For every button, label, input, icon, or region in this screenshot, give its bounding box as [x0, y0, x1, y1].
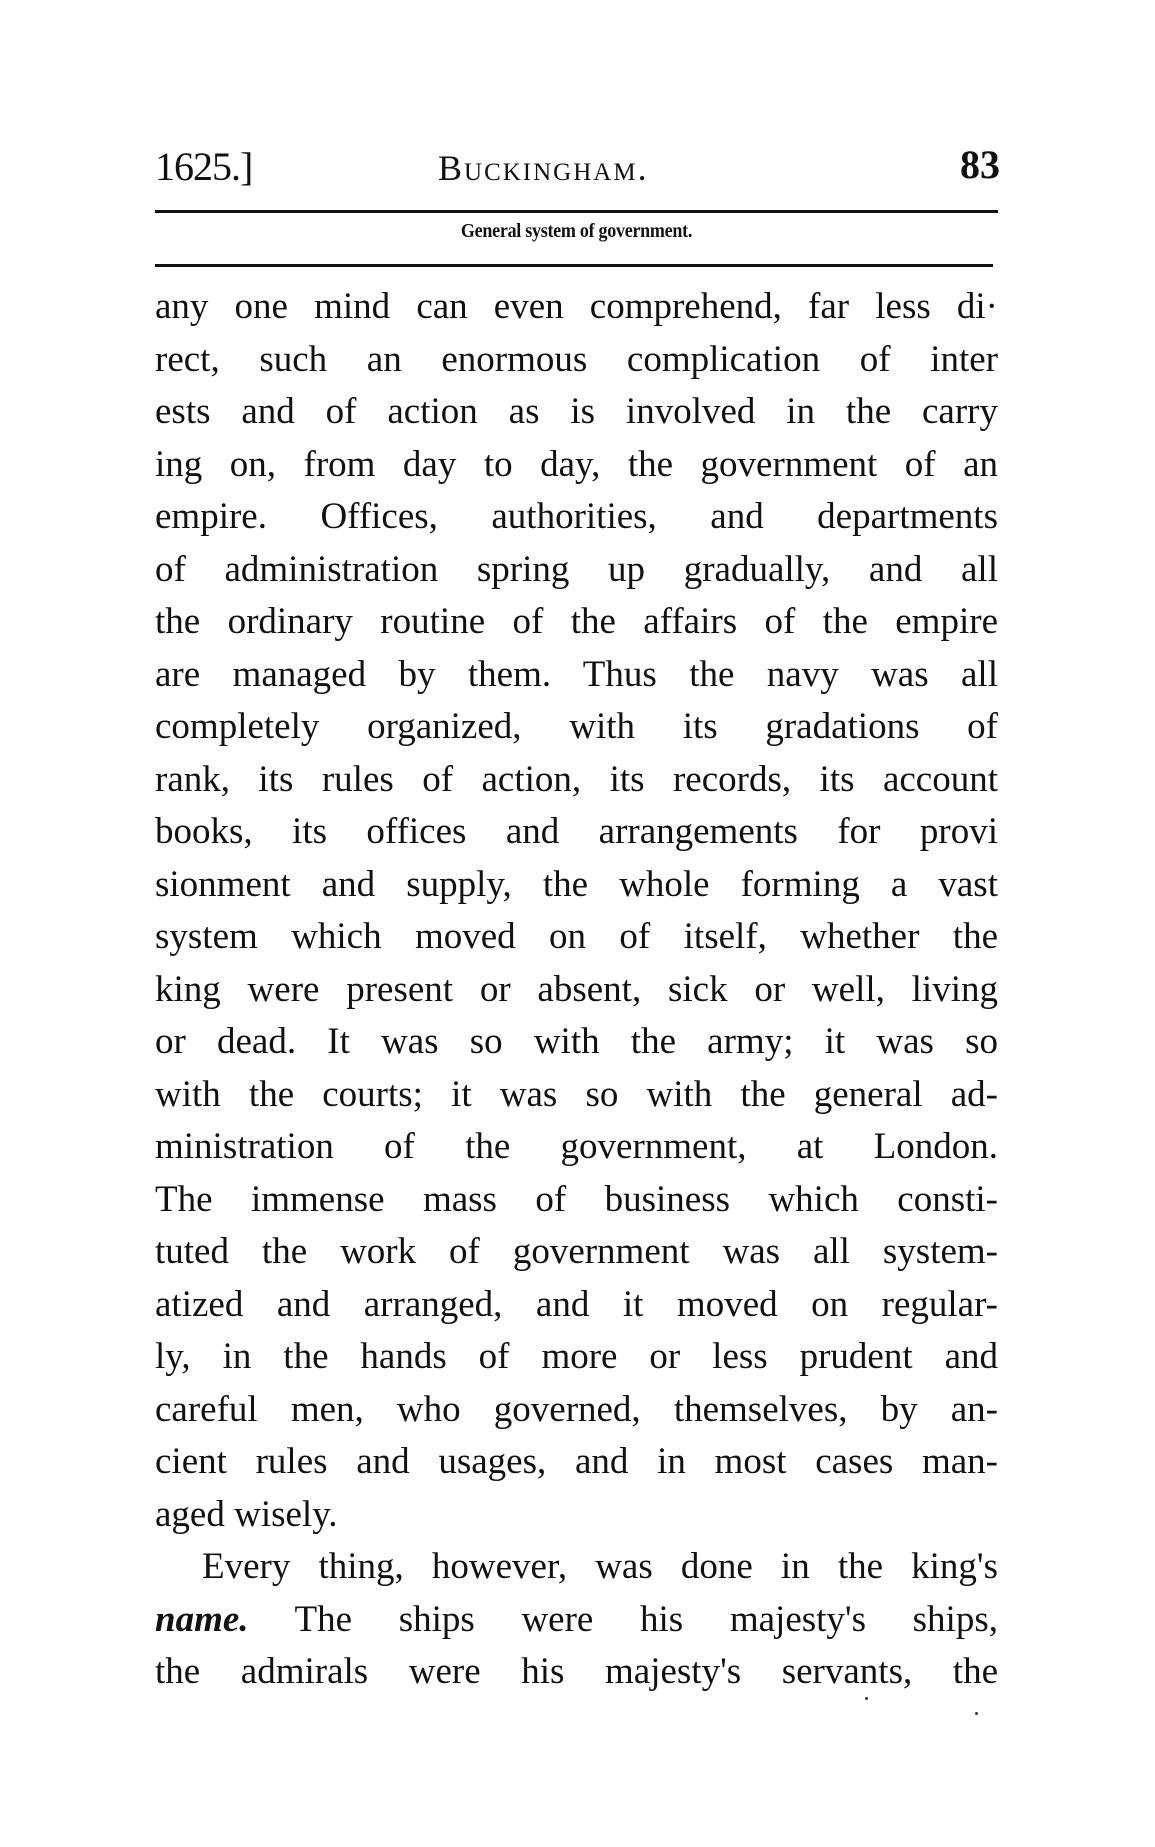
text-line: the ordinary routine of the affairs of the empire: [155, 601, 998, 642]
text-line: atized and arranged, and it moved on regular-: [155, 1283, 998, 1325]
text-line: rect, such an enormous complication of inter: [155, 338, 998, 380]
header-rule-top: [155, 210, 998, 213]
body-text: [155, 281, 998, 1699]
scan-speck: [865, 1697, 868, 1700]
text-line-with-italic: [155, 1594, 998, 1647]
running-header: [155, 140, 1000, 190]
text-line: sionment and supply, the whole forming a vast: [155, 863, 998, 905]
header-title: Buckingham.: [438, 148, 649, 188]
header-date: 1625.]: [155, 144, 253, 189]
header-rule-bottom: [155, 264, 993, 267]
text-line: are managed by them. Thus the navy was all: [155, 653, 998, 695]
text-line: system which moved on of itself, whether the: [155, 916, 998, 957]
text-line: king were present or absent, sick or well, living: [155, 968, 998, 1010]
text-line: ests and of action as is involved in the carry: [155, 391, 998, 432]
page-number: 83: [960, 142, 1000, 187]
text-line: ly, in the hands of more or less prudent and: [155, 1336, 998, 1377]
text-line: completely organized, with its gradations of: [155, 706, 998, 747]
text-line: or dead. It was so with the army; it was so: [155, 1021, 998, 1062]
text-line-paragraph-start: Every thing, however, was done in the king's: [202, 1546, 998, 1587]
text-line: tuted the work of government was all system-: [155, 1231, 998, 1272]
text-line-paragraph-end: aged wisely.: [155, 1493, 338, 1535]
text-line: books, its offices and arrangements for provi: [155, 811, 998, 852]
italic-word: name.: [155, 1598, 249, 1640]
text-line-rest: The ships were his majesty's ships,: [294, 1598, 998, 1640]
section-subtitle: General system of government.: [460, 220, 693, 242]
text-line: the admirals were his majesty's servants, the: [155, 1651, 998, 1692]
text-line: The immense mass of business which consti-: [155, 1178, 998, 1220]
text-line: cient rules and usages, and in most cases man-: [155, 1441, 998, 1482]
text-line: rank, its rules of action, its records, its account: [155, 758, 998, 800]
scan-speck: [975, 1712, 978, 1715]
text-line: with the courts; it was so with the general ad-: [155, 1073, 998, 1115]
text-line: any one mind can even comprehend, far less di·: [155, 286, 998, 327]
text-line: empire. Offices, authorities, and departments: [155, 496, 998, 537]
text-line: careful men, who governed, themselves, by an-: [155, 1388, 998, 1430]
text-line: of administration spring up gradually, and all: [155, 548, 998, 590]
text-line: ing on, from day to day, the government of an: [155, 443, 998, 485]
text-line: ministration of the government, at London.: [155, 1126, 998, 1167]
